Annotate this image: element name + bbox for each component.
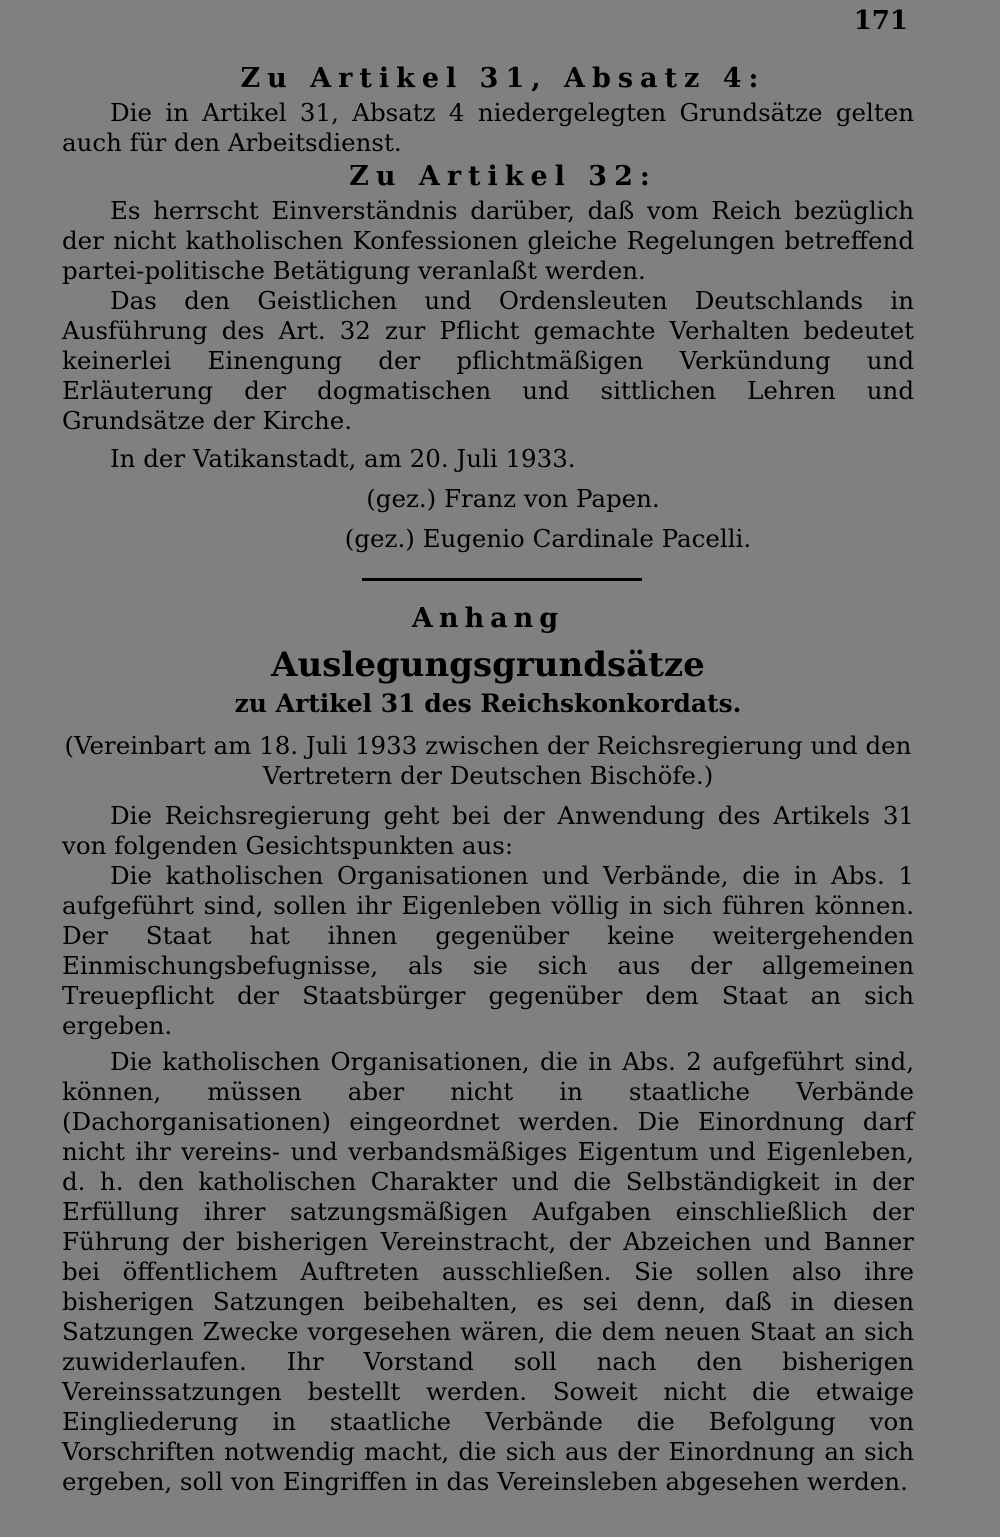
date-line: In der Vatikanstadt, am 20. Juli 1933. xyxy=(110,444,576,473)
appendix-label: Anhang xyxy=(411,603,565,634)
agreement-note: (Vereinbart am 18. Juli 1933 zwischen der Reichsregierung und den Vertretern der Deutschen Bischöfe.) xyxy=(64,731,912,790)
article-32-paragraph-1: Es herrscht Einverständnis darüber, daß vom Reich bezüglich der nicht katholischen Konfessionen gleiche Regelungen betreffend partei-politische Betätigung veranlaßt werden. xyxy=(62,196,914,285)
page-number: 171 xyxy=(853,6,908,36)
appendix-paragraph-2: Die katholischen Organisationen und Verbände, die in Abs. 1 aufgeführt sind, sollen ihr Eigenleben völlig in sich führen können. Der Staat hat ihnen gegenüber keine weitergehenden Einmischungsbefugnisse, als sie sich aus der allgemeinen Treuepflicht der Staatsbürger gegenüber dem Staat an sich ergeben. xyxy=(62,861,914,1040)
page-content xyxy=(62,60,914,1497)
signature-pacelli: (gez.) Eugenio Cardinale Pacelli. xyxy=(344,524,752,553)
article-32-heading: Zu Artikel 32: xyxy=(349,161,657,192)
article-31-text: Die in Artikel 31, Absatz 4 niedergelegten Grundsätze gelten auch für den Arbeitsdienst. xyxy=(62,98,914,157)
appendix-paragraph-3: Die katholischen Organisationen, die in Abs. 2 aufgeführt sind, können, müssen aber nicht in staatliche Verbände (Dachorganisationen) eingeordnet werden. Die Einordnung darf nicht ihr vereins- und verbandsmäßiges Eigentum und Eigenleben, d. h. den katholischen Charakter und die Selbständigkeit in der Erfüllung ihrer satzungsmäßigen Aufgaben einschließlich der Führung der bisherigen Vereinstracht, der Abzeichen und Banner bei öffentlichem Auftreten ausschließen. Sie sollen also ihre bisherigen Satzungen beibehalten, es sei denn, daß in diesen Satzungen Zwecke vorgesehen wären, die dem neuen Staat an sich zuwiderlaufen. Ihr Vorstand soll nach den bisherigen Vereinssatzungen bestellt werden. Soweit nicht die etwaige Eingliederung in staatliche Verbände die Befolgung von Vorschriften notwendig macht, die sich aus der Einordnung an sich ergeben, soll von Eingriffen in das Vereinsleben abgesehen werden. xyxy=(62,1047,914,1496)
appendix-paragraph-1: Die Reichsregierung geht bei der Anwendung des Artikels 31 von folgenden Gesichtspunkten aus: xyxy=(62,801,914,860)
signature-papen: (gez.) Franz von Papen. xyxy=(366,484,660,513)
article-31-heading: Zu Artikel 31, Absatz 4: xyxy=(240,63,766,94)
article-32-paragraph-2: Das den Geistlichen und Ordensleuten Deutschlands in Ausführung des Art. 32 zur Pflicht gemachte Verhalten bedeutet keinerlei Einengung der pflichtmäßigen Verkündung und Erläuterung der dogmatischen und sittlichen Lehren und Grundsätze der Kirche. xyxy=(62,286,914,435)
appendix-title: Auslegungsgrundsätze xyxy=(271,645,705,685)
appendix-subtitle: zu Artikel 31 des Reichskonkordats. xyxy=(234,689,742,718)
section-divider xyxy=(362,578,642,581)
